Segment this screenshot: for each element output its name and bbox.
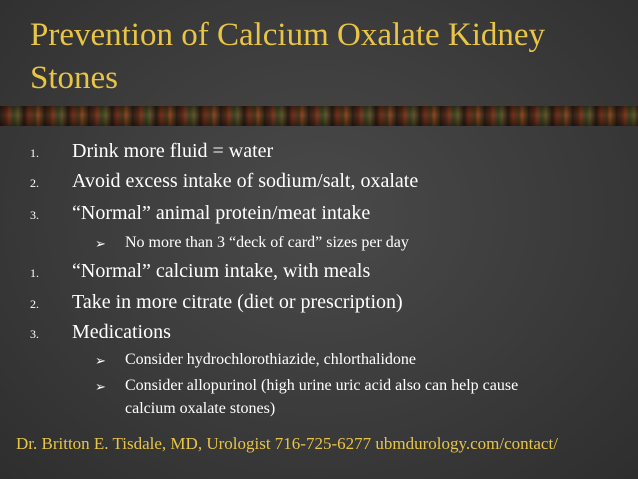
list-number: 2. [30, 297, 39, 311]
list-text: “Normal” animal protein/meat intake [72, 202, 371, 224]
list-text: “Normal” calcium intake, with meals [72, 260, 371, 282]
list-text: Medications [72, 321, 171, 343]
sub-list-text: Consider hydrochlorothiazide, chlorthalidone [125, 351, 417, 368]
arrow-bullet-icon: ➢ [95, 353, 106, 368]
arrow-bullet-icon: ➢ [95, 379, 106, 394]
sub-list-text: calcium oxalate stones) [125, 400, 276, 417]
arrow-bullet-icon: ➢ [95, 236, 106, 251]
list-number: 3. [30, 208, 39, 222]
list-text: Drink more fluid = water [72, 140, 274, 162]
list-number: 1. [30, 266, 39, 280]
list-number: 3. [30, 327, 39, 341]
list-number: 2. [30, 176, 39, 190]
footer-contact: Dr. Britton E. Tisdale, MD, Urologist 716-725-6277 ubmdurology.com/contact/ [16, 434, 558, 453]
decorative-band [0, 106, 638, 126]
slide-title [30, 14, 620, 100]
sub-list-text: No more than 3 “deck of card” sizes per day [125, 234, 409, 251]
list-text: Avoid excess intake of sodium/salt, oxalate [72, 170, 419, 192]
sub-list-text: Consider allopurinol (high urine uric acid also can help cause [125, 377, 519, 394]
title-line-2: Stones [30, 60, 119, 96]
list-text: Take in more citrate (diet or prescription) [72, 291, 403, 313]
title-line-1: Prevention of Calcium Oxalate Kidney [30, 17, 546, 53]
list-number: 1. [30, 146, 39, 160]
